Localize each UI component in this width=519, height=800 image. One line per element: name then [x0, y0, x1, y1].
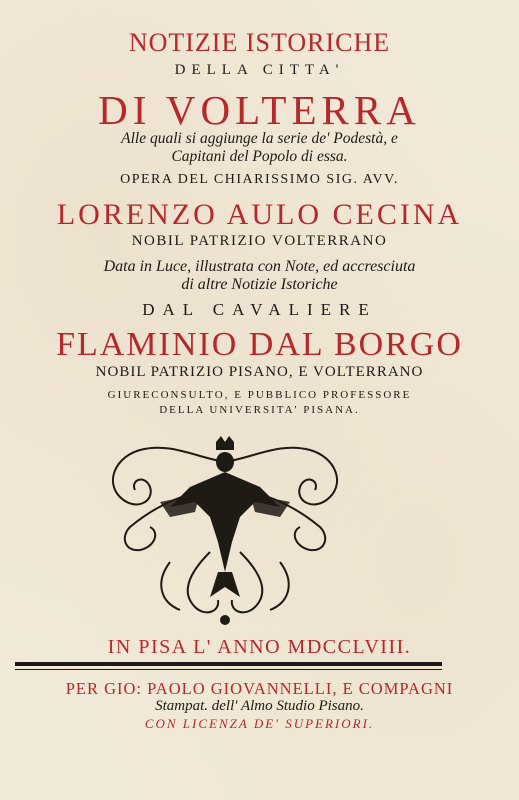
double-rule-thin [15, 669, 442, 670]
crowned-eagle-icon [100, 432, 350, 628]
editor-title: NOBIL PATRIZIO PISANO, E VOLTERRANO [95, 364, 424, 380]
work-attribution: OPERA DEL CHIARISSIMO SIG. AVV. [120, 172, 399, 187]
editor-note-line-2: di altre Notizie Istoriche [181, 276, 338, 293]
editor-role-line-2: DELLA UNIVERSITA' PISANA. [159, 404, 360, 416]
author-title: NOBIL PATRIZIO VOLTERRANO [131, 233, 388, 249]
editor-role-line-1: GIURECONSULTO, E PUBBLICO PROFESSORE [107, 389, 412, 401]
subtitle-line-1: Alle quali si aggiunge la serie de' Podestà, e [121, 130, 398, 147]
title-line-1: NOTIZIE ISTORICHE [128, 28, 391, 57]
printer-subline: Stampat. dell' Almo Studio Pisano. [155, 698, 364, 714]
printer-line: PER GIO: PAOLO GIOVANNELLI, E COMPAGNI [65, 679, 454, 698]
subtitle-line-2: Capitani del Popolo di essa. [171, 148, 348, 165]
editor-note-line-1: Data in Luce, illustrata con Note, ed accresciuta [103, 258, 416, 275]
author-name: LORENZO AULO CECINA [56, 198, 463, 231]
editor-name: FLAMINIO DAL BORGO [56, 326, 463, 363]
title-line-2: DELLA CITTA' [174, 62, 345, 78]
editor-intro: DAL CAVALIERE [142, 300, 377, 319]
imprint-year: IN PISA L' ANNO MDCCLVIII. [107, 636, 412, 658]
double-rule-thick [15, 662, 442, 666]
title-line-3: DI VOLTERRA [98, 87, 421, 133]
license-line: CON LICENZA DE' SUPERIORI. [144, 716, 375, 731]
